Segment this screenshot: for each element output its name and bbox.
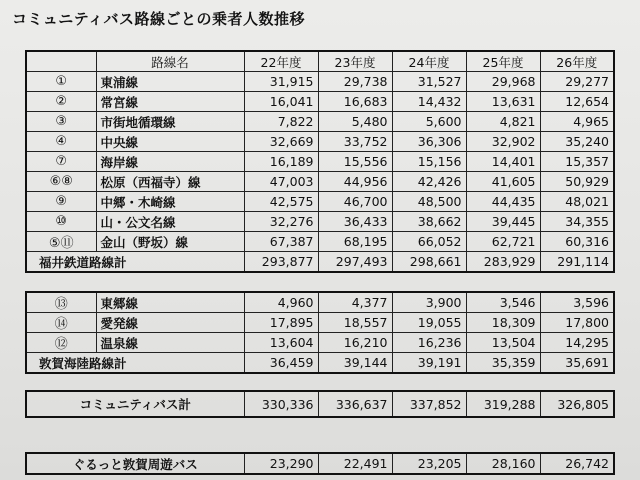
- ridership-cell: 68,195: [318, 232, 392, 252]
- tsuruga-routes-table: [25, 291, 615, 374]
- ridership-cell: 47,003: [244, 172, 318, 192]
- ridership-cell: 38,662: [392, 212, 466, 232]
- community-total-row: [26, 391, 614, 417]
- total-cell: 337,852: [392, 391, 466, 417]
- ridership-cell: 16,236: [392, 333, 466, 353]
- route-name: 松原（西福寺）線: [96, 172, 244, 192]
- ridership-cell: 3,546: [466, 292, 540, 313]
- ridership-cell: 13,504: [466, 333, 540, 353]
- ridership-cell: 5,480: [318, 112, 392, 132]
- ridership-cell: 29,968: [466, 72, 540, 92]
- ridership-cell: 12,654: [540, 92, 614, 112]
- header-year: 24年度: [392, 51, 466, 72]
- ridership-cell: 29,277: [540, 72, 614, 92]
- ridership-cell: 32,276: [244, 212, 318, 232]
- route-number: ②: [26, 92, 96, 112]
- ridership-cell: 18,557: [318, 313, 392, 333]
- route-number: ⑤⑪: [26, 232, 96, 252]
- header-route-name: 路線名: [96, 51, 244, 72]
- ridership-cell: 46,700: [318, 192, 392, 212]
- ridership-cell: 32,669: [244, 132, 318, 152]
- gurutto-bus-table: [25, 452, 615, 475]
- route-row: [26, 132, 614, 152]
- route-row: [26, 212, 614, 232]
- ridership-cell: 15,156: [392, 152, 466, 172]
- total-cell: 298,661: [392, 252, 466, 273]
- ridership-cell: 3,596: [540, 292, 614, 313]
- total-cell: 336,637: [318, 391, 392, 417]
- ridership-cell: 48,500: [392, 192, 466, 212]
- route-row: [26, 292, 614, 313]
- route-name: 温泉線: [96, 333, 244, 353]
- ridership-cell: 4,821: [466, 112, 540, 132]
- tsuruga-total-label: 敦賀海陸路線計: [26, 353, 244, 374]
- ridership-cell: 35,240: [540, 132, 614, 152]
- total-cell: 319,288: [466, 391, 540, 417]
- total-cell: 297,493: [318, 252, 392, 273]
- ridership-cell: 31,527: [392, 72, 466, 92]
- ridership-cell: 29,738: [318, 72, 392, 92]
- ridership-cell: 32,902: [466, 132, 540, 152]
- total-cell: 330,336: [244, 391, 318, 417]
- header-year: 22年度: [244, 51, 318, 72]
- fukui-routes-table: [25, 50, 615, 273]
- route-number: ⑩: [26, 212, 96, 232]
- ridership-cell: 44,956: [318, 172, 392, 192]
- ridership-cell: 4,965: [540, 112, 614, 132]
- ridership-cell: 15,357: [540, 152, 614, 172]
- ridership-cell: 17,895: [244, 313, 318, 333]
- ridership-cell: 42,575: [244, 192, 318, 212]
- route-row: [26, 192, 614, 212]
- ridership-cell: 50,929: [540, 172, 614, 192]
- ridership-cell: 31,915: [244, 72, 318, 92]
- ridership-cell: 13,604: [244, 333, 318, 353]
- route-number: ④: [26, 132, 96, 152]
- community-total-table: [25, 390, 615, 418]
- tsuruga-rows: [26, 292, 614, 353]
- route-number: ⑦: [26, 152, 96, 172]
- route-number: ③: [26, 112, 96, 132]
- page-title: コミュニティバス路線ごとの乗者人数推移: [12, 10, 306, 28]
- ridership-cell: 5,600: [392, 112, 466, 132]
- route-number: ⑭: [26, 313, 96, 333]
- ridership-cell: 42,426: [392, 172, 466, 192]
- fukui-total-row: [26, 252, 614, 273]
- gurutto-cell: 28,160: [466, 453, 540, 474]
- route-row: [26, 72, 614, 92]
- header-year: 25年度: [466, 51, 540, 72]
- ridership-cell: 14,432: [392, 92, 466, 112]
- fukui-rows: [26, 72, 614, 252]
- ridership-cell: 33,752: [318, 132, 392, 152]
- route-row: [26, 112, 614, 132]
- ridership-cell: 13,631: [466, 92, 540, 112]
- ridership-cell: 14,295: [540, 333, 614, 353]
- route-number: ⑥⑧: [26, 172, 96, 192]
- community-total-label: コミュニティバス計: [26, 391, 244, 417]
- header-year: 26年度: [540, 51, 614, 72]
- total-cell: 326,805: [540, 391, 614, 417]
- route-name: 愛発線: [96, 313, 244, 333]
- ridership-cell: 16,189: [244, 152, 318, 172]
- tsuruga-total-row: [26, 353, 614, 374]
- ridership-cell: 67,387: [244, 232, 318, 252]
- ridership-cell: 7,822: [244, 112, 318, 132]
- ridership-cell: 19,055: [392, 313, 466, 333]
- route-number: ⑨: [26, 192, 96, 212]
- ridership-cell: 16,210: [318, 333, 392, 353]
- route-name: 金山（野坂）線: [96, 232, 244, 252]
- route-name: 東郷線: [96, 292, 244, 313]
- route-name: 市街地循環線: [96, 112, 244, 132]
- total-cell: 293,877: [244, 252, 318, 273]
- route-row: [26, 232, 614, 252]
- total-cell: 36,459: [244, 353, 318, 374]
- ridership-cell: 16,683: [318, 92, 392, 112]
- ridership-cell: 39,445: [466, 212, 540, 232]
- gurutto-row: [26, 453, 614, 474]
- total-cell: 39,144: [318, 353, 392, 374]
- route-name: 東浦線: [96, 72, 244, 92]
- gurutto-cell: 26,742: [540, 453, 614, 474]
- route-row: [26, 172, 614, 192]
- ridership-cell: 17,800: [540, 313, 614, 333]
- fukui-total-label: 福井鉄道路線計: [26, 252, 244, 273]
- route-name: 中央線: [96, 132, 244, 152]
- ridership-cell: 14,401: [466, 152, 540, 172]
- gurutto-cell: 23,205: [392, 453, 466, 474]
- header-year: 23年度: [318, 51, 392, 72]
- route-number: ①: [26, 72, 96, 92]
- total-cell: 283,929: [466, 252, 540, 273]
- gurutto-cell: 22,491: [318, 453, 392, 474]
- header-no: [26, 51, 96, 72]
- total-cell: 35,691: [540, 353, 614, 374]
- total-cell: 39,191: [392, 353, 466, 374]
- ridership-cell: 3,900: [392, 292, 466, 313]
- route-row: [26, 313, 614, 333]
- ridership-cell: 66,052: [392, 232, 466, 252]
- route-row: [26, 152, 614, 172]
- ridership-cell: 16,041: [244, 92, 318, 112]
- route-name: 中郷・木崎線: [96, 192, 244, 212]
- ridership-cell: 62,721: [466, 232, 540, 252]
- route-row: [26, 333, 614, 353]
- ridership-cell: 41,605: [466, 172, 540, 192]
- ridership-cell: 15,556: [318, 152, 392, 172]
- ridership-cell: 18,309: [466, 313, 540, 333]
- route-name: 山・公文名線: [96, 212, 244, 232]
- ridership-cell: 34,355: [540, 212, 614, 232]
- ridership-cell: 60,316: [540, 232, 614, 252]
- gurutto-cell: 23,290: [244, 453, 318, 474]
- total-cell: 291,114: [540, 252, 614, 273]
- ridership-cell: 48,021: [540, 192, 614, 212]
- route-row: [26, 92, 614, 112]
- route-number: ⑬: [26, 292, 96, 313]
- ridership-cell: 44,435: [466, 192, 540, 212]
- ridership-cell: 4,377: [318, 292, 392, 313]
- gurutto-label: ぐるっと敦賀周遊バス: [26, 453, 244, 474]
- ridership-cell: 4,960: [244, 292, 318, 313]
- route-name: 常宮線: [96, 92, 244, 112]
- total-cell: 35,359: [466, 353, 540, 374]
- route-number: ⑫: [26, 333, 96, 353]
- ridership-cell: 36,433: [318, 212, 392, 232]
- ridership-cell: 36,306: [392, 132, 466, 152]
- route-name: 海岸線: [96, 152, 244, 172]
- header-row: [26, 51, 614, 72]
